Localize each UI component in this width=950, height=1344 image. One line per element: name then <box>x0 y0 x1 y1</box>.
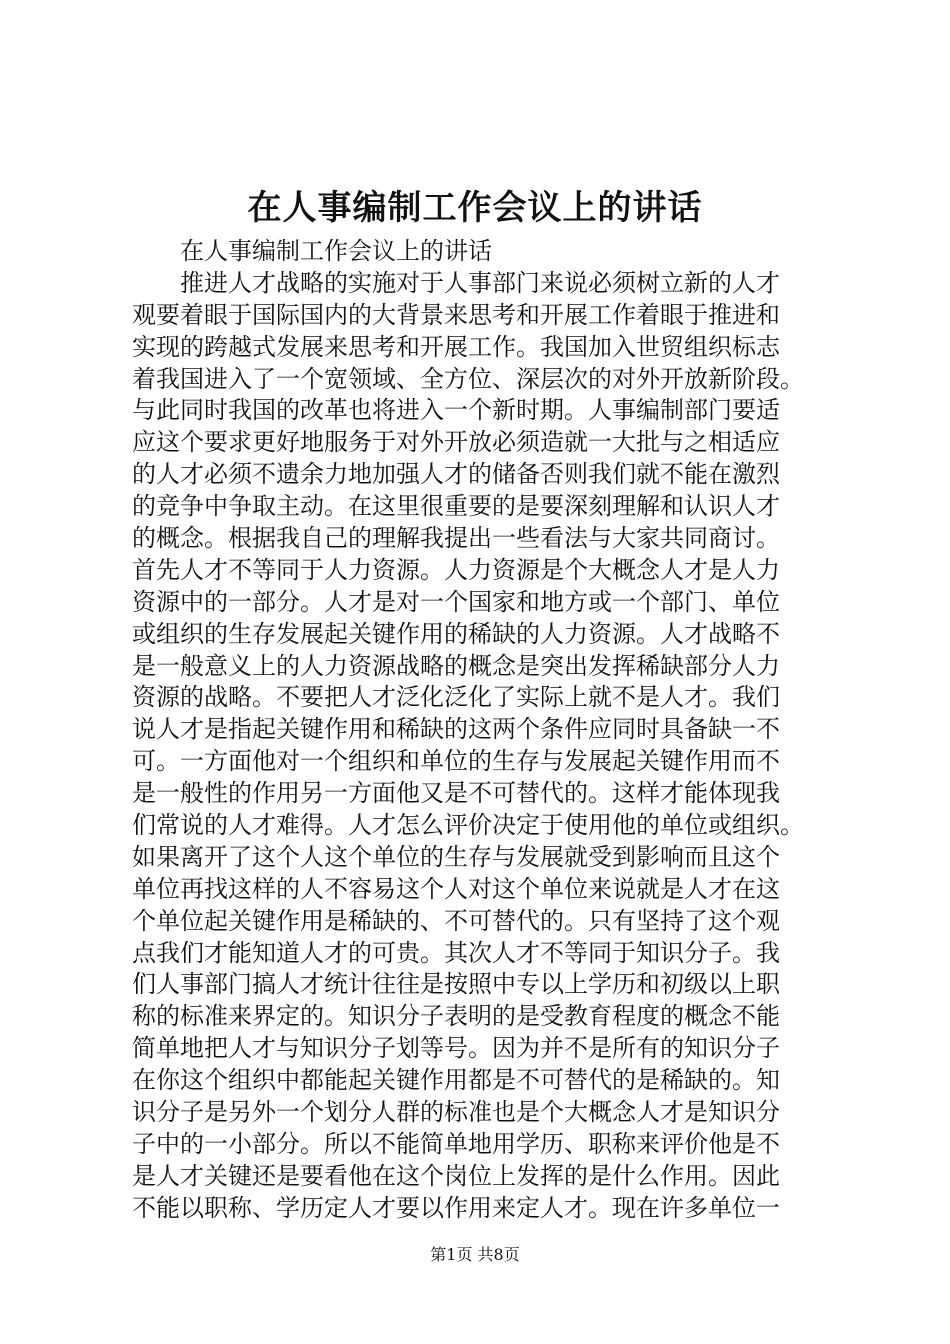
body-line: 说人才是指起关键作用和稀缺的这两个条件应同时具备缺一不 <box>132 715 780 744</box>
body-line: 应这个要求更好地服务于对外开放必须造就一大批与之相适应 <box>132 428 780 457</box>
body-line: 实现的跨越式发展来思考和开展工作。我国加入世贸组织标志 <box>132 332 780 361</box>
body-line: 们常说的人才难得。人才怎么评价决定于使用他的单位或组织。 <box>132 811 804 840</box>
body-line: 观要着眼于国际国内的大背景来思考和开展工作着眼于推进和 <box>132 300 780 329</box>
body-line: 个单位起关键作用是稀缺的、不可替代的。只有坚持了这个观 <box>132 906 780 935</box>
body-line: 如果离开了这个人这个单位的生存与发展就受到影响而且这个 <box>132 842 780 871</box>
body-line: 简单地把人才与知识分子划等号。因为并不是所有的知识分子 <box>132 1034 780 1063</box>
body-line: 是一般意义上的人力资源战略的概念是突出发挥稀缺部分人力 <box>132 651 780 680</box>
body-line: 在人事编制工作会议上的讲话 <box>132 237 492 265</box>
body-line: 子中的一小部分。所以不能简单地用学历、职称来评价他是不 <box>132 1129 780 1158</box>
body-line: 或组织的生存发展起关键作用的稀缺的人力资源。人才战略不 <box>132 619 780 648</box>
body-line: 称的标准来界定的。知识分子表明的是受教育程度的概念不能 <box>132 1002 780 1031</box>
body-line: 是一般性的作用另一方面他又是不可替代的。这样才能体现我 <box>132 779 780 808</box>
body-line: 识分子是另外一个划分人群的标准也是个大概念人才是知识分 <box>132 1098 780 1127</box>
body-line: 不能以职称、学历定人才要以作用来定人才。现在许多单位一 <box>132 1193 780 1222</box>
body-line: 的竞争中争取主动。在这里很重要的是要深刻理解和认识人才 <box>132 492 780 521</box>
body-text <box>132 236 822 1225</box>
body-line: 的人才必须不遗余力地加强人才的储备否则我们就不能在激烈 <box>132 460 780 489</box>
body-line: 的概念。根据我自己的理解我提出一些看法与大家共同商讨。 <box>132 524 780 553</box>
body-line: 与此同时我国的改革也将进入一个新时期。人事编制部门要适 <box>132 396 780 425</box>
page-number-footer: 第1页 共8页 <box>430 1245 520 1264</box>
body-line: 单位再找这样的人不容易这个人对这个单位来说就是人才在这 <box>132 874 780 903</box>
body-line: 首先人才不等同于人力资源。人力资源是个大概念人才是人力 <box>132 555 780 584</box>
body-line: 着我国进入了一个宽领域、全方位、深层次的对外开放新阶段。 <box>132 364 804 393</box>
body-line: 点我们才能知道人才的可贵。其次人才不等同于知识分子。我 <box>132 938 780 967</box>
body-line: 们人事部门搞人才统计往往是按照中专以上学历和初级以上职 <box>132 970 780 999</box>
body-line: 可。一方面他对一个组织和单位的生存与发展起关键作用而不 <box>132 747 780 776</box>
body-line: 资源中的一部分。人才是对一个国家和地方或一个部门、单位 <box>132 587 780 616</box>
body-line: 是人才关键还是要看他在这个岗位上发挥的是什么作用。因此 <box>132 1161 780 1190</box>
body-line: 推进人才战略的实施对于人事部门来说必须树立新的人才 <box>132 268 780 297</box>
page-title: 在人事编制工作会议上的讲话 <box>247 188 703 228</box>
body-line: 在你这个组织中都能起关键作用都是不可替代的是稀缺的。知 <box>132 1066 780 1095</box>
body-line: 资源的战略。不要把人才泛化泛化了实际上就不是人才。我们 <box>132 683 780 712</box>
